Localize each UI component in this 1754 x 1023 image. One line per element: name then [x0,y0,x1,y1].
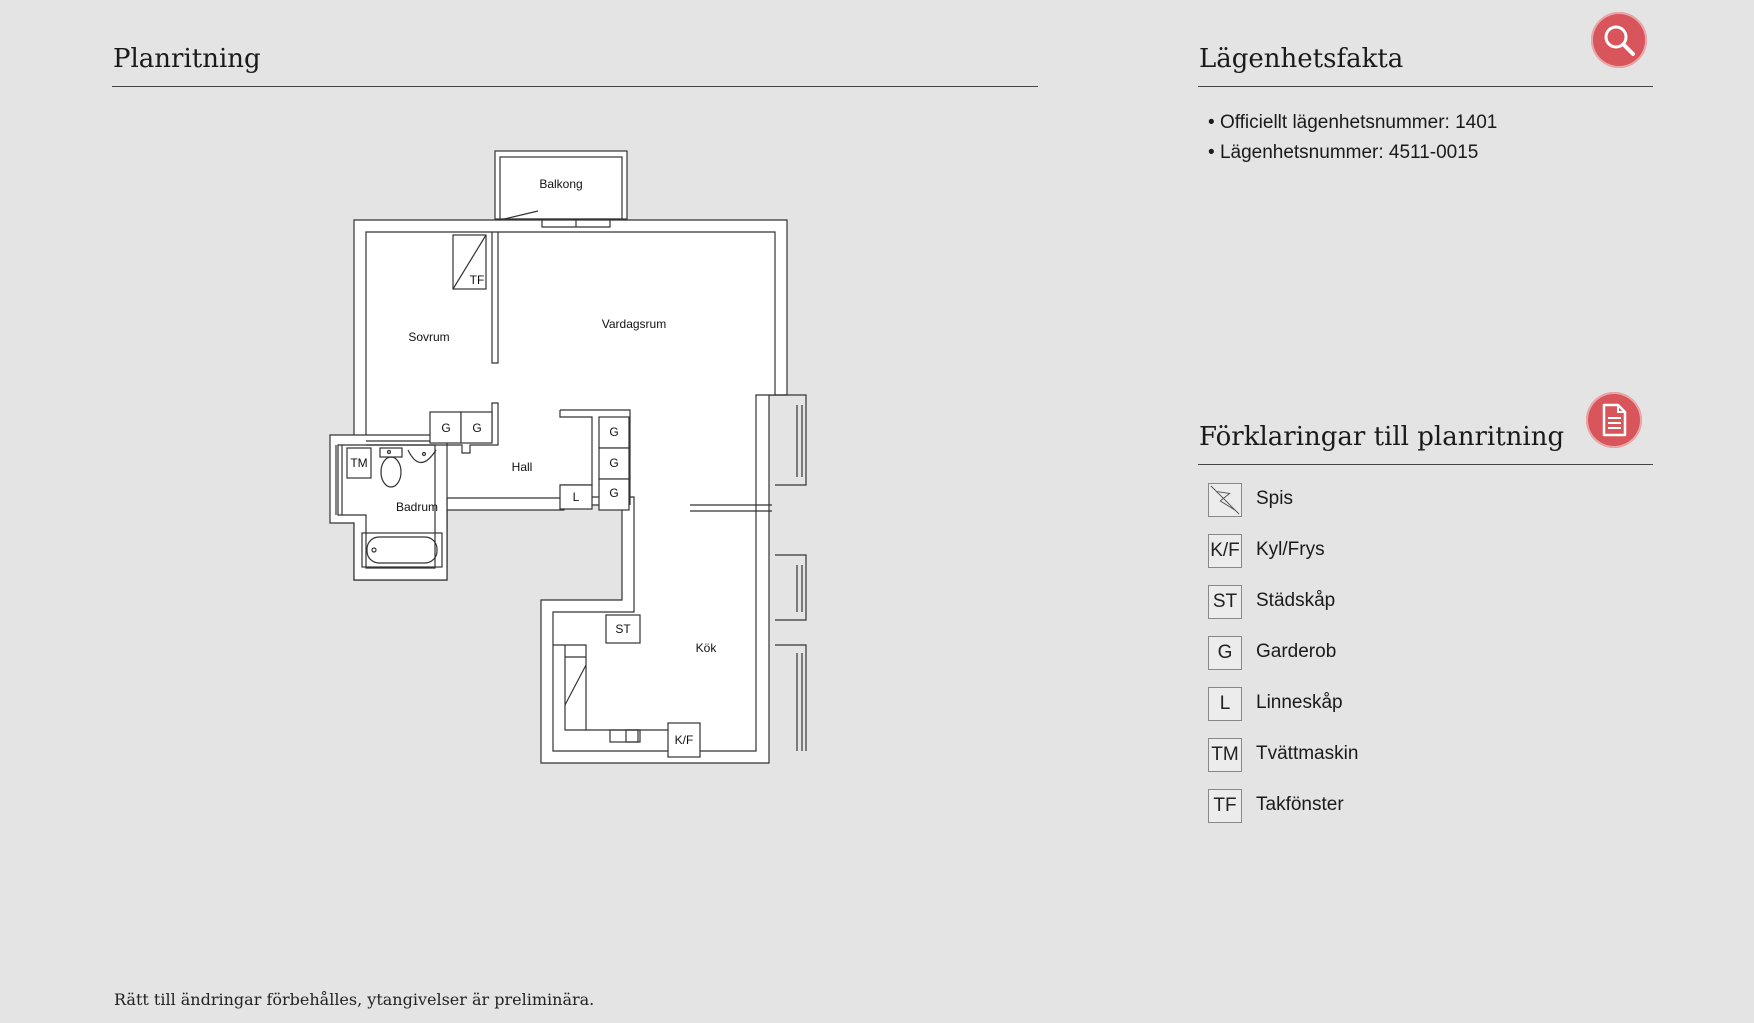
room-label-bathroom: Badrum [395,500,439,514]
document-icon [1599,403,1629,437]
room-label-kitchen: Kök [695,641,717,655]
room-label-balcony: Balkong [539,177,583,191]
fixture-label-g: G [472,421,482,435]
legend-code: TF [1208,789,1242,823]
fixture-label-kf: K/F [674,733,694,747]
fixture-label-tf: TF [469,273,485,287]
legend-code: G [1208,636,1242,670]
fixture-label-l: L [572,490,580,504]
facts-heading: Lägenhetsfakta [1199,44,1404,74]
disclaimer-text: Rätt till ändringar förbehålles, ytangivelser är preliminära. [114,990,595,1009]
legend-label: Takfönster [1256,794,1344,815]
room-label-bedroom: Sovrum [408,330,450,344]
legend-heading: Förklaringar till planritning [1199,422,1565,452]
legend-code: TM [1208,738,1242,772]
fixture-label-g: G [609,456,619,470]
facts-item: • Lägenhetsnummer: 4511-0015 [1208,138,1497,168]
legend-label: Spis [1256,488,1293,509]
fixture-label-st: ST [615,622,631,636]
facts-heading-rule [1198,86,1653,87]
stove-icon [1208,483,1242,517]
search-icon [1602,23,1636,57]
facts-list [1208,108,1497,168]
legend-label: Garderob [1256,641,1337,662]
legend-code: K/F [1208,534,1242,568]
legend-heading-rule [1198,464,1653,465]
room-label-living: Vardagsrum [601,317,667,331]
room-label-hall: Hall [511,460,533,474]
floorplan-heading: Planritning [113,44,261,74]
fixture-label-g: G [609,486,619,500]
fixture-label-tm: TM [350,456,368,470]
legend-code: L [1208,687,1242,721]
legend-label: Tvättmaskin [1256,743,1359,764]
floorplan-heading-rule [112,86,1038,87]
legend-code: ST [1208,585,1242,619]
facts-item: • Officiellt lägenhetsnummer: 1401 [1208,108,1497,138]
fixture-label-g: G [609,425,619,439]
fixture-label-g: G [441,421,451,435]
document-button[interactable] [1586,392,1642,448]
legend-label: Kyl/Frys [1256,539,1325,560]
zoom-search-button[interactable] [1591,12,1647,68]
legend-label: Städskåp [1256,590,1336,611]
floorplan [320,145,820,775]
legend-label: Linneskåp [1256,692,1343,713]
